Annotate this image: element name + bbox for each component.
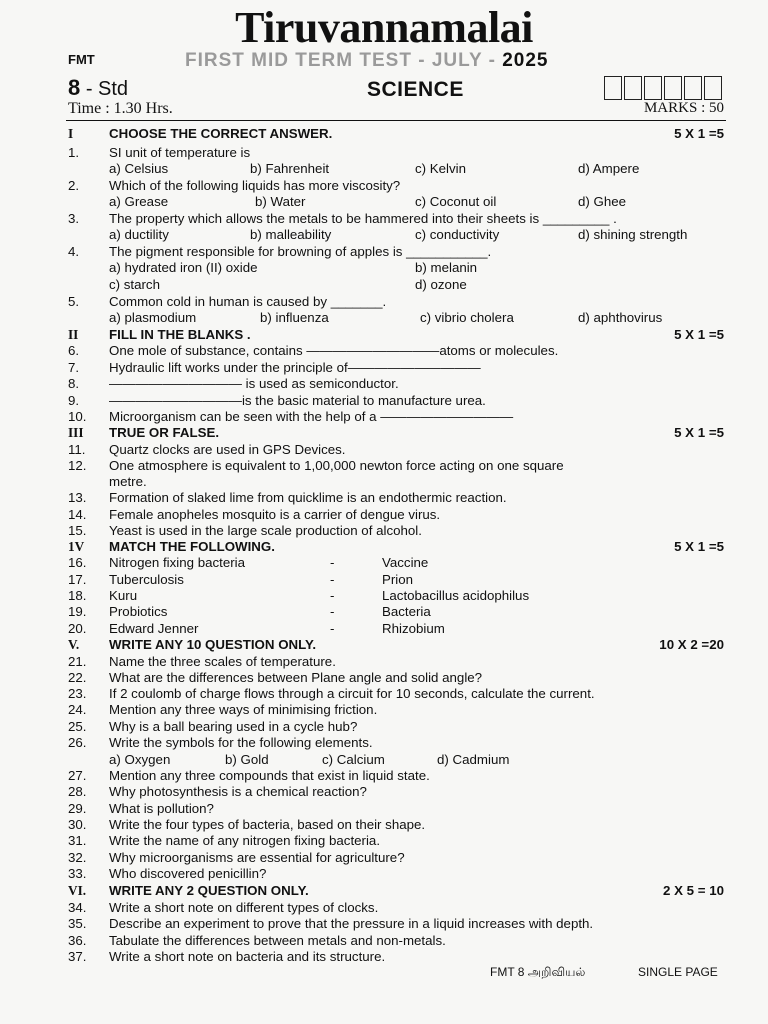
- question-row: [0, 392, 768, 409]
- question-text: —————————— is used as semiconductor.: [109, 376, 399, 391]
- header-divider: [66, 120, 726, 121]
- question-text: Female anopheles mosquito is a carrier of dengue virus.: [109, 507, 441, 522]
- question-text: Write the name of any nitrogen fixing bacteria.: [109, 833, 381, 848]
- question-text: Tabulate the differences between metals and non-metals.: [109, 933, 446, 948]
- option-a: a) ductility: [109, 227, 169, 242]
- match-row: [0, 603, 768, 620]
- question-text: SI unit of temperature is: [109, 145, 251, 160]
- question-number: 34.: [68, 900, 87, 915]
- option-b: b) Water: [255, 194, 306, 209]
- question-text: Write a short note on different types of clocks.: [109, 900, 379, 915]
- question-row: [0, 441, 768, 458]
- question-row: [0, 849, 768, 866]
- option-c: c) conductivity: [415, 227, 500, 242]
- question-row: [0, 915, 768, 932]
- section-title: TRUE OR FALSE.: [109, 425, 220, 440]
- question-number: 3.: [68, 211, 80, 226]
- question-text: Which of the following liquids has more viscosity?: [109, 178, 401, 193]
- question-row: [0, 669, 768, 686]
- question-row: [0, 865, 768, 882]
- section-marks: 5 X 1 =5: [674, 126, 724, 141]
- option-b: b) melanin: [415, 260, 478, 275]
- question-row: [0, 506, 768, 523]
- question-number: 20.: [68, 621, 87, 636]
- question-text: The property which allows the metals to be hammered into their sheets is _________ .: [109, 211, 617, 226]
- question-row: [0, 144, 768, 161]
- section-title: WRITE ANY 10 QUESTION ONLY.: [109, 637, 317, 652]
- question-text: The pigment responsible for browning of apples is ___________.: [109, 244, 492, 259]
- question-number: 36.: [68, 933, 87, 948]
- options-row: [0, 259, 768, 276]
- match-row: [0, 571, 768, 588]
- question-text: Why is a ball bearing used in a cycle hub?: [109, 719, 358, 734]
- question-row: [0, 359, 768, 376]
- option-c: c) Calcium: [322, 752, 385, 767]
- question-text: Formation of slaked lime from quicklime is an endothermic reaction.: [109, 490, 507, 505]
- question-number: 16.: [68, 555, 87, 570]
- section-marks: 5 X 1 =5: [674, 539, 724, 554]
- option-a: a) hydrated iron (II) oxide: [109, 260, 258, 275]
- option-c: c) Kelvin: [415, 161, 466, 176]
- match-dash: -: [330, 572, 335, 587]
- question-number: 23.: [68, 686, 87, 701]
- option-c: c) vibrio cholera: [420, 310, 514, 325]
- question-row: [0, 489, 768, 506]
- register-box: [624, 76, 642, 100]
- section-title: MATCH THE FOLLOWING.: [109, 539, 275, 554]
- section-title: FILL IN THE BLANKS .: [109, 327, 251, 342]
- question-number: 6.: [68, 343, 80, 358]
- question-row: [0, 685, 768, 702]
- question-number: 19.: [68, 604, 87, 619]
- option-d: d) Ghee: [578, 194, 627, 209]
- match-left: Edward Jenner: [109, 621, 199, 636]
- match-row: [0, 587, 768, 604]
- question-text: Mention any three compounds that exist in liquid state.: [109, 768, 430, 783]
- section-marks: 2 X 5 = 10: [663, 883, 724, 898]
- question-number: 15.: [68, 523, 87, 538]
- question-row: [0, 932, 768, 949]
- match-left: Probiotics: [109, 604, 168, 619]
- question-text: Quartz clocks are used in GPS Devices.: [109, 442, 346, 457]
- question-number: 9.: [68, 393, 80, 408]
- question-row: [0, 718, 768, 735]
- option-c: c) starch: [109, 277, 160, 292]
- match-right: Rhizobium: [382, 621, 445, 636]
- section-number: II: [68, 327, 79, 342]
- option-d: d) shining strength: [578, 227, 688, 242]
- section-header: [0, 636, 768, 653]
- match-left: Kuru: [109, 588, 138, 603]
- question-number: 1.: [68, 145, 80, 160]
- question-number: 32.: [68, 850, 87, 865]
- question-row: [0, 816, 768, 833]
- register-box: [704, 76, 722, 100]
- match-row: [0, 554, 768, 571]
- question-number: 18.: [68, 588, 87, 603]
- question-text: metre.: [109, 474, 147, 489]
- question-text: Hydraulic lift works under the principle of——————————: [109, 360, 481, 375]
- question-text: Write the four types of bacteria, based on their shape.: [109, 817, 426, 832]
- question-number: 26.: [68, 735, 87, 750]
- question-text: One mole of substance, contains ——————————atoms or molecules.: [109, 343, 559, 358]
- match-dash: -: [330, 621, 335, 636]
- question-row: [0, 293, 768, 310]
- question-text: Mention any three ways of minimising friction.: [109, 702, 378, 717]
- match-dash: -: [330, 555, 335, 570]
- question-row: [0, 832, 768, 849]
- section-marks: 5 X 1 =5: [674, 425, 724, 440]
- question-row: [0, 177, 768, 194]
- register-box: [664, 76, 682, 100]
- question-number: 28.: [68, 784, 87, 799]
- match-left: Tuberculosis: [109, 572, 184, 587]
- question-number: 4.: [68, 244, 80, 259]
- question-text: Microorganism can be seen with the help of a ——————————: [109, 409, 514, 424]
- fmt-label: FMT: [68, 52, 95, 67]
- section-number: III: [68, 425, 84, 440]
- section-number: I: [68, 126, 74, 141]
- section-header: [0, 125, 768, 142]
- option-c: c) Coconut oil: [415, 194, 497, 209]
- question-number: 22.: [68, 670, 87, 685]
- question-row: [0, 473, 768, 490]
- match-right: Vaccine: [382, 555, 429, 570]
- register-box: [604, 76, 622, 100]
- question-number: 14.: [68, 507, 87, 522]
- section-title: CHOOSE THE CORRECT ANSWER.: [109, 126, 333, 141]
- question-number: 17.: [68, 572, 87, 587]
- standard-number: 8: [68, 75, 81, 100]
- section-marks: 10 X 2 =20: [659, 637, 724, 652]
- question-number: 12.: [68, 458, 87, 473]
- question-number: 29.: [68, 801, 87, 816]
- match-dash: -: [330, 604, 335, 619]
- options-row: [0, 160, 768, 177]
- options-row: [0, 751, 768, 768]
- register-box: [684, 76, 702, 100]
- question-row: [0, 899, 768, 916]
- question-text: ——————————is the basic material to manufacture urea.: [109, 393, 486, 408]
- options-row: [0, 193, 768, 210]
- section-header: [0, 326, 768, 343]
- options-row: [0, 226, 768, 243]
- match-right: Prion: [382, 572, 414, 587]
- question-text: What are the differences between Plane angle and solid angle?: [109, 670, 483, 685]
- question-number: 35.: [68, 916, 87, 931]
- question-row: [0, 653, 768, 670]
- match-row: [0, 620, 768, 637]
- question-number: 8.: [68, 376, 80, 391]
- question-row: [0, 767, 768, 784]
- match-right: Bacteria: [382, 604, 431, 619]
- question-text: Write the symbols for the following elements.: [109, 735, 373, 750]
- register-box: [644, 76, 662, 100]
- question-row: [0, 457, 768, 474]
- match-left: Nitrogen fixing bacteria: [109, 555, 245, 570]
- section-header: [0, 882, 768, 899]
- option-b: b) Fahrenheit: [250, 161, 330, 176]
- option-d: d) ozone: [415, 277, 467, 292]
- question-row: [0, 210, 768, 227]
- question-row: [0, 375, 768, 392]
- question-row: [0, 522, 768, 539]
- time-allowed: Time : 1.30 Hrs.: [68, 100, 173, 117]
- question-text: Yeast is used in the large scale production of alcohol.: [109, 523, 422, 538]
- question-row: [0, 701, 768, 718]
- question-text: Describe an experiment to prove that the pressure in a liquid increases with depth.: [109, 916, 594, 931]
- section-header: [0, 424, 768, 441]
- option-b: b) malleability: [250, 227, 332, 242]
- question-number: 7.: [68, 360, 80, 375]
- district-title: Tiruvannamalai: [235, 3, 533, 52]
- section-marks: 5 X 1 =5: [674, 327, 724, 342]
- question-row: [0, 948, 768, 965]
- question-text: Name the three scales of temperature.: [109, 654, 336, 669]
- standard: [68, 75, 128, 101]
- section-number: VI.: [68, 883, 87, 898]
- question-number: 30.: [68, 817, 87, 832]
- section-number: V.: [68, 637, 80, 652]
- option-d: d) Ampere: [578, 161, 640, 176]
- question-number: 5.: [68, 294, 80, 309]
- page-footer: [0, 965, 768, 983]
- footer-code: FMT 8 அறிவியல்: [490, 965, 586, 979]
- option-a: a) Grease: [109, 194, 169, 209]
- question-row: [0, 800, 768, 817]
- total-marks: MARKS : 50: [643, 100, 724, 116]
- option-b: b) influenza: [260, 310, 329, 325]
- question-row: [0, 408, 768, 425]
- options-row: [0, 309, 768, 326]
- question-text: One atmosphere is equivalent to 1,00,000 newton force acting on one square: [109, 458, 564, 473]
- question-row: [0, 783, 768, 800]
- options-row: [0, 276, 768, 293]
- question-text: Why photosynthesis is a chemical reaction?: [109, 784, 367, 799]
- option-d: d) Cadmium: [437, 752, 510, 767]
- question-text: Why microorganisms are essential for agriculture?: [109, 850, 405, 865]
- option-b: b) Gold: [225, 752, 269, 767]
- match-dash: -: [330, 588, 335, 603]
- question-number: 33.: [68, 866, 87, 881]
- question-text: Write a short note on bacteria and its structure.: [109, 949, 386, 964]
- question-number: 10.: [68, 409, 87, 424]
- option-a: a) Oxygen: [109, 752, 171, 767]
- question-row: [0, 243, 768, 260]
- test-title: [185, 50, 548, 72]
- question-row: [0, 734, 768, 751]
- test-year: 2025: [502, 50, 549, 71]
- footer-page-note: SINGLE PAGE: [638, 965, 718, 979]
- question-text: Common cold in human is caused by _______.: [109, 294, 387, 309]
- question-number: 11.: [68, 442, 86, 457]
- test-name: FIRST MID TERM TEST - JULY -: [185, 50, 496, 71]
- option-a: a) plasmodium: [109, 310, 197, 325]
- question-text: What is pollution?: [109, 801, 214, 816]
- question-number: 21.: [68, 654, 87, 669]
- match-right: Lactobacillus acidophilus: [382, 588, 530, 603]
- question-number: 25.: [68, 719, 87, 734]
- option-a: a) Celsius: [109, 161, 169, 176]
- register-number-boxes: [604, 76, 724, 100]
- option-d: d) aphthovirus: [578, 310, 663, 325]
- section-number: 1V: [68, 539, 85, 554]
- question-number: 24.: [68, 702, 87, 717]
- question-number: 37.: [68, 949, 87, 964]
- question-text: Who discovered penicillin?: [109, 866, 267, 881]
- section-title: WRITE ANY 2 QUESTION ONLY.: [109, 883, 309, 898]
- question-number: 13.: [68, 490, 87, 505]
- question-number: 31.: [68, 833, 87, 848]
- section-header: [0, 538, 768, 555]
- standard-label: - Std: [85, 78, 129, 100]
- question-row: [0, 342, 768, 359]
- question-text: If 2 coulomb of charge flows through a circuit for 10 seconds, calculate the current.: [109, 686, 595, 701]
- question-number: 2.: [68, 178, 80, 193]
- question-number: 27.: [68, 768, 87, 783]
- subject-title: SCIENCE: [367, 78, 464, 101]
